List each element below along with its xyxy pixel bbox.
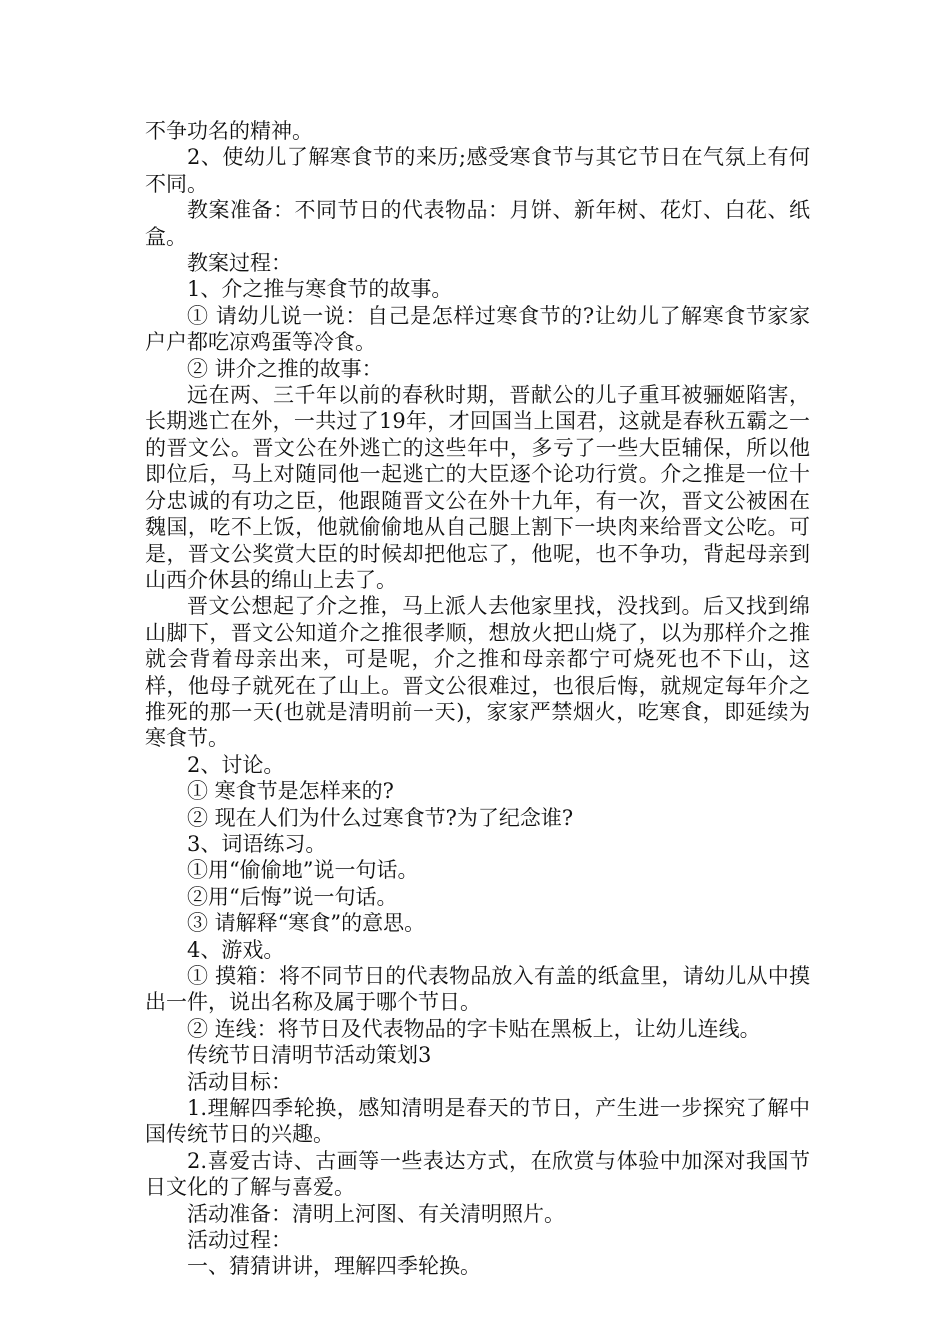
paragraph-word-practice-c: ③ 请解释“寒食”的意思。 <box>187 911 426 936</box>
paragraph-activity-step-1: 一、猜猜讲讲，理解四季轮换。 <box>187 1254 481 1279</box>
heading-step-4: 4、游戏。 <box>187 937 285 962</box>
heading-step-1: 1、介之推与寒食节的故事。 <box>187 277 453 302</box>
paragraph-activity-preparation: 活动准备：清明上河图、有关清明照片。 <box>187 1201 565 1226</box>
paragraph-goal-2: 2、使幼儿了解寒食节的来历;感受寒食节与其它节日在气氛上有何不同。 <box>145 145 810 196</box>
paragraph-step-1-b: ② 讲介之推的故事： <box>187 356 383 381</box>
heading-activity-process: 活动过程： <box>187 1228 292 1253</box>
paragraph-word-practice-b: ②用“后悔”说一句话。 <box>187 884 398 909</box>
document-page <box>145 118 810 1280</box>
paragraph-discussion-a: ① 寒食节是怎样来的? <box>187 779 394 804</box>
paragraph-game-b: ② 连线：将节日及代表物品的字卡贴在黑板上，让幼儿连线。 <box>187 1016 761 1041</box>
paragraph-activity-goal-2: 2.喜爱古诗、古画等一些表达方式，在欣赏与体验中加深对我国节日文化的了解与喜爱。 <box>145 1148 810 1200</box>
paragraph-word-practice-a: ①用“偷偷地”说一句话。 <box>187 858 419 883</box>
heading-step-2: 2、讨论。 <box>187 752 285 777</box>
paragraph-continuation: 不争功名的精神。 <box>145 119 313 143</box>
section-title: 传统节日清明节活动策划3 <box>187 1043 432 1068</box>
paragraph-activity-goal-1: 1.理解四季轮换，感知清明是春天的节日，产生进一步探究了解中国传统节日的兴趣。 <box>145 1096 810 1147</box>
paragraph-preparation: 教案准备：不同节日的代表物品：月饼、新年树、花灯、白花、纸盒。 <box>145 198 810 249</box>
paragraph-story-1: 远在两、三千年以前的春秋时期，晋献公的儿子重耳被骊姬陷害，长期逃亡在外，一共过了19年，才回国当上国君，这就是春秋五霸之一的晋文公。晋文公在外逃亡的这些年中，多亏了一些大臣辅保，所以他即位后，马上对随同他一起逃亡的大臣逐个论功行赏。介之推是一位十分忠诚的有功之臣，他跟随晋文公在外十九年，有一次，晋文公被困在魏国，吃不上饭，他就偷偷地从自己腿上割下一块肉来给晋文公吃。可是，晋文公奖赏大臣的时候却把他忘了，他呢，也不争功，背起母亲到山西介休县的绵山上去了。 <box>145 383 810 592</box>
paragraph-discussion-b: ② 现在人们为什么过寒食节?为了纪念谁? <box>187 805 574 830</box>
heading-step-3: 3、词语练习。 <box>187 831 327 856</box>
heading-lesson-process: 教案过程： <box>187 251 292 276</box>
heading-activity-goals: 活动目标： <box>187 1069 292 1094</box>
paragraph-step-1-a: ① 请幼儿说一说：自己是怎样过寒食节的?让幼儿了解寒食节家家户户都吃凉鸡蛋等冷食。 <box>145 303 810 355</box>
paragraph-story-2: 晋文公想起了介之推，马上派人去他家里找，没找到。后又找到绵山脚下，晋文公知道介之推很孝顺，想放火把山烧了，以为那样介之推就会背着母亲出来，可是呢，介之推和母亲都宁可烧死也不下山，这样，他母子就死在了山上。晋文公很难过，也很后悔，就规定每年介之推死的那一天(也就是清明前一天)，家家严禁烟火，吃寒食，即延续为寒食节。 <box>145 594 810 751</box>
paragraph-game-a: ① 摸箱：将不同节日的代表物品放入有盖的纸盒里，请幼儿从中摸出一件，说出名称及属于哪个节日。 <box>145 964 810 1015</box>
